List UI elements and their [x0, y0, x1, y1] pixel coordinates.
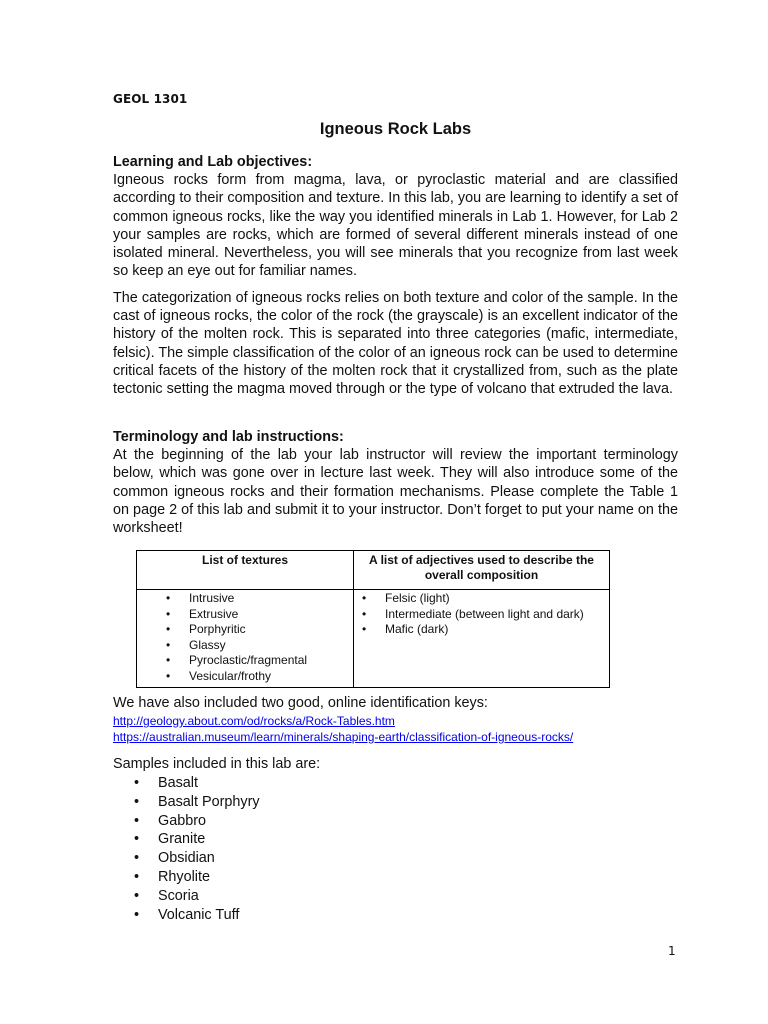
- bullet-icon: •: [134, 887, 140, 904]
- list-item: [141, 653, 349, 669]
- objectives-paragraph-1: Igneous rocks form from magma, lava, or pyroclastic material and are classified according to their composition and texture. In this lab, you are learning to identify a set of common igneous rocks, like the way you identified minerals in Lab 1. However, for Lab 2 your samples are rocks, which are formed of several different minerals instead of one isolated mineral. Nevertheless, you will see minerals that you recognize from last week so keep an eye out for familiar names.: [113, 172, 678, 280]
- bullet-icon: •: [362, 591, 367, 605]
- terminology-table: [136, 550, 610, 688]
- list-item: [141, 669, 349, 685]
- composition-list: [358, 591, 605, 638]
- texture-label: Pyroclastic/fragmental: [189, 653, 308, 668]
- list-item: [141, 638, 349, 654]
- list-item: [141, 607, 349, 623]
- sample-label: Basalt: [158, 775, 198, 791]
- bullet-icon: •: [134, 906, 140, 923]
- table-header-row: [137, 551, 610, 590]
- bullet-icon: •: [362, 622, 367, 637]
- textures-cell: [137, 590, 354, 688]
- list-item: [141, 622, 349, 638]
- sample-label: Gabbro: [158, 812, 206, 829]
- bullet-icon: •: [134, 831, 140, 848]
- terminology-heading: Terminology and lab instructions:: [113, 429, 344, 445]
- sample-label: Obsidian: [158, 850, 215, 867]
- sample-label: Rhyolite: [158, 868, 210, 885]
- objectives-heading: Learning and Lab objectives:: [113, 154, 313, 170]
- list-item: [113, 868, 260, 887]
- sample-label: Scoria: [158, 887, 199, 904]
- australian-museum-link[interactable]: https://australian.museum/learn/minerals/shaping-earth/classification-of-igneous-rocks/: [113, 730, 574, 744]
- bullet-icon: •: [134, 850, 140, 867]
- objectives-section: [113, 153, 678, 280]
- sample-label: Basalt Porphyry: [158, 793, 260, 810]
- list-item: [113, 774, 260, 793]
- bullet-icon: •: [166, 622, 171, 637]
- objectives-paragraph-2: The categorization of igneous rocks relies on both texture and color of the sample. In the cast of igneous rocks, the color of the rock (the grayscale) is an excellent indicator of the history of the molten rock. This is separated into three categories (mafic, intermediate, felsic). The simple classification of the color of an igneous rock can be used to determine critical facets of the history of the molten rock that it crystallized from, such as the plate tectonic setting the magma moved through or the type of volcano that extruded the lava.: [113, 290, 678, 398]
- composition-column-header: A list of adjectives used to describe the overall composition: [354, 551, 610, 590]
- list-item: [113, 849, 260, 868]
- texture-label: Glassy: [189, 637, 226, 652]
- samples-list: [113, 774, 260, 924]
- list-item: [358, 622, 605, 638]
- list-item: [113, 887, 260, 906]
- sample-label: Volcanic Tuff: [158, 906, 240, 923]
- list-item: [113, 830, 260, 849]
- bullet-icon: •: [362, 606, 367, 621]
- bullet-icon: •: [134, 775, 140, 791]
- bullet-icon: •: [166, 653, 171, 668]
- geology-about-link[interactable]: http://geology.about.com/od/rocks/a/Rock-Tables.htm: [113, 714, 395, 728]
- table-row: [137, 590, 610, 688]
- bullet-icon: •: [134, 868, 140, 885]
- sample-label: Granite: [158, 831, 206, 848]
- composition-label: Mafic (dark): [385, 622, 449, 637]
- list-item: [141, 591, 349, 607]
- bullet-icon: •: [166, 668, 171, 683]
- composition-label: Intermediate (between light and dark): [385, 606, 584, 621]
- identification-keys-intro: We have also included two good, online identification keys:: [113, 695, 488, 711]
- composition-cell: [354, 590, 610, 688]
- textures-list: [141, 591, 349, 685]
- textures-column-header: List of textures: [137, 551, 354, 590]
- bullet-icon: •: [134, 812, 140, 829]
- list-item: [113, 793, 260, 812]
- terminology-paragraph: At the beginning of the lab your lab instructor will review the important terminology below, which was gone over in lecture last week. They will also introduce some of the common igneous rocks and their formation mechanisms. Please complete the Table 1 on page 2 of this lab and submit it to your instructor. Don’t forget to put your name on the worksheet!: [113, 447, 678, 537]
- list-item: [113, 906, 260, 925]
- composition-label: Felsic (light): [385, 591, 450, 605]
- texture-label: Porphyritic: [189, 622, 246, 637]
- list-item: [358, 591, 605, 607]
- texture-label: Vesicular/frothy: [189, 668, 272, 683]
- samples-intro: Samples included in this lab are:: [113, 756, 321, 772]
- document-title: Igneous Rock Labs: [319, 120, 472, 138]
- course-code: GEOL 1301: [113, 92, 188, 106]
- bullet-icon: •: [166, 637, 171, 652]
- texture-label: Extrusive: [189, 606, 239, 621]
- bullet-icon: •: [134, 793, 140, 810]
- page-number: 1: [668, 944, 676, 958]
- list-item: [113, 812, 260, 831]
- bullet-icon: •: [166, 591, 171, 605]
- texture-label: Intrusive: [189, 591, 235, 605]
- list-item: [358, 607, 605, 623]
- terminology-section: [113, 428, 678, 537]
- bullet-icon: •: [166, 606, 171, 621]
